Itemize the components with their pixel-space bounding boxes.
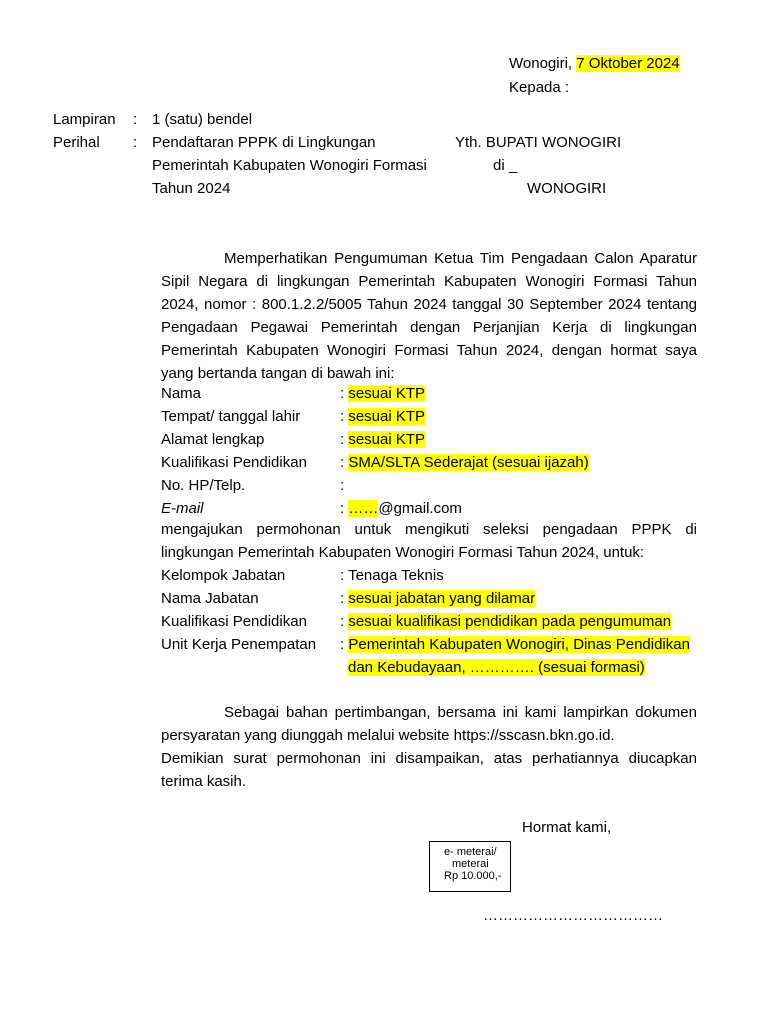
date: 7 Oktober 2024 (576, 55, 680, 72)
signature-dots: ……………………………… (483, 907, 663, 924)
position-value: : sesuai kualifikasi pendidikan pada pengumuman (340, 613, 672, 630)
identity-value: : sesuai KTP (340, 431, 426, 448)
perihal-line: Pemerintah Kabupaten Wonogiri Formasi (152, 157, 427, 174)
identity-label: Kualifikasi Pendidikan (161, 454, 307, 471)
perihal-label: Perihal (53, 134, 100, 151)
closing-line: Sebagai bahan pertimbangan, bersama ini kami lampirkan dokumen (224, 704, 697, 721)
identity-label: Nama (161, 385, 202, 402)
signature-greeting: Hormat kami, (522, 819, 612, 836)
intro-line: yang bertanda tangan di bawah ini: (161, 365, 395, 382)
meterai-stamp-box (429, 841, 511, 892)
intro-line: Sipil Negara di lingkungan Pemerintah Kabupaten Wonogiri Formasi Tahun (161, 273, 697, 290)
position-value: : sesuai jabatan yang dilamar (340, 590, 536, 607)
intro-line: Pengadaan Pegawai Pemerintah dengan Perjanjian Kerja di lingkungan (161, 319, 697, 336)
identity-value: : sesuai KTP (340, 408, 426, 425)
position-label: Unit Kerja Penempatan (161, 636, 317, 653)
perihal-line: Tahun 2024 (152, 180, 231, 197)
stamp-line: e- meterai/ (444, 846, 497, 858)
identity-label: No. HP/Telp. (161, 477, 246, 494)
position-value-cont: dan Kebudayaan, …………. (sesuai formasi) (348, 659, 645, 676)
closing-line: terima kasih. (161, 773, 247, 790)
closing-line: persyaratan yang diunggah melalui website https://sscasn.bkn.go.id. (161, 727, 615, 744)
kepada-label: Kepada : (509, 79, 570, 96)
position-label: Nama Jabatan (161, 590, 259, 607)
lampiran-colon: : (133, 111, 138, 128)
position-label: Kualifikasi Pendidikan (161, 613, 307, 630)
recipient-di: di _ (493, 157, 518, 174)
closing-line: Demikian surat permohonan ini disampaikan, atas perhatiannya diucapkan (161, 750, 697, 767)
recipient-yth: Yth. BUPATI WONOGIRI (455, 134, 622, 151)
intro-line: Memperhatikan Pengumuman Ketua Tim Pengadaan Calon Aparatur (224, 250, 697, 267)
recipient-city: WONOGIRI (527, 180, 607, 197)
identity-value: : ……@gmail.com (340, 500, 462, 517)
stamp-line: Rp 10.000,- (444, 870, 502, 882)
intro-line: 2024, nomor : 800.1.2.2/5005 Tahun 2024 tanggal 30 September 2024 tentang (161, 296, 697, 313)
identity-label: E-mail (161, 500, 204, 517)
intro-line: Pemerintah Kabupaten Wonogiri Formasi Tahun 2024, dengan hormat saya (161, 342, 697, 359)
perihal-line: Pendaftaran PPPK di Lingkungan (152, 134, 376, 151)
position-value: : Pemerintah Kabupaten Wonogiri, Dinas Pendidikan (340, 636, 690, 653)
identity-label: Tempat/ tanggal lahir (161, 408, 301, 425)
lampiran-label: Lampiran (53, 111, 116, 128)
lampiran-value: 1 (satu) bendel (152, 111, 253, 128)
apply-line: mengajukan permohonan untuk mengikuti seleksi pengadaan PPPK di (161, 521, 697, 538)
position-value: : Tenaga Teknis (340, 567, 444, 584)
identity-value: : sesuai KTP (340, 385, 426, 402)
letter-date (509, 52, 680, 75)
apply-line: lingkungan Pemerintah Kabupaten Wonogiri Formasi Tahun 2024, untuk: (161, 544, 645, 561)
position-label: Kelompok Jabatan (161, 567, 286, 584)
perihal-colon: : (133, 134, 138, 151)
stamp-line: meterai (452, 858, 489, 870)
identity-value: : SMA/SLTA Sederajat (sesuai ijazah) (340, 454, 589, 471)
identity-label: Alamat lengkap (161, 431, 265, 448)
place: Wonogiri, (509, 55, 577, 72)
identity-value: : (340, 477, 345, 494)
